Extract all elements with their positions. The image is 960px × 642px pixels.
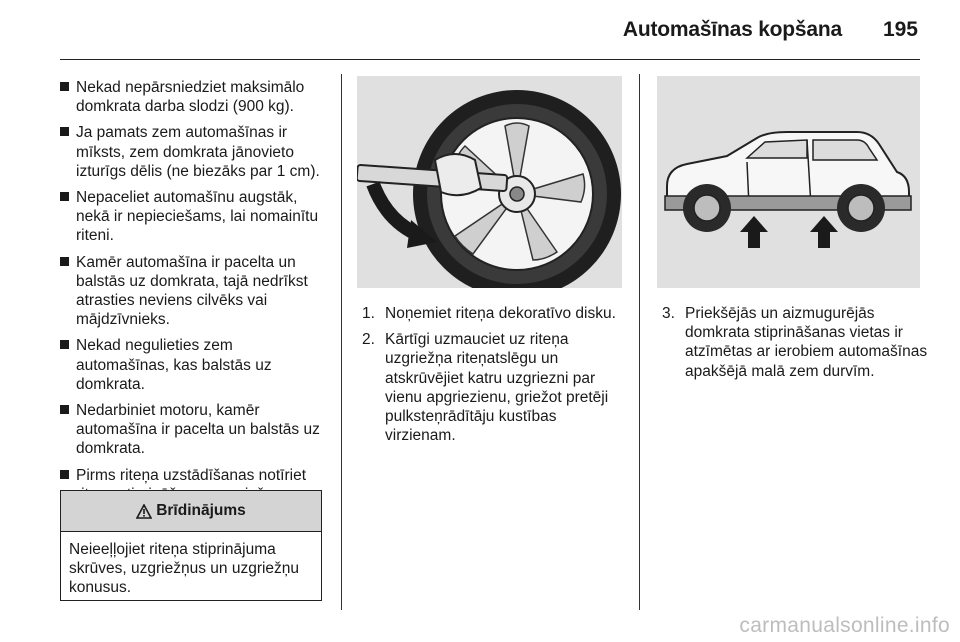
wheel-wrench-illustration [357, 76, 622, 288]
watermark: carmanualsonline.info [739, 614, 950, 637]
bullet-text: Ja pamats zem automašīnas ir mīksts, zem domkrata jānovieto izturīgs dēlis (ne biezāks par 1 cm). [76, 124, 320, 180]
step-number: 1. [362, 305, 375, 322]
warning-text: Neieeļļojiet riteņa stiprinājuma skrūves, uzgriežņus un uzgriežņu konusus. [69, 541, 300, 596]
square-bullet-icon [60, 470, 69, 479]
column-divider [639, 74, 640, 610]
step-text: Kārtīgi uzmauciet uz riteņa uzgriežņa riteņatslēgu un atskrūvējiet katru uzgriezni par vienu apgriezienu, griežot pretēji pulksteņrādītāju kustības virzienam. [385, 331, 609, 445]
list-item [662, 304, 930, 381]
list-item [362, 330, 630, 445]
list-item [60, 336, 330, 394]
square-bullet-icon [60, 340, 69, 349]
instruction-steps [362, 304, 630, 452]
list-item [60, 123, 330, 181]
list-item [60, 401, 330, 459]
warning-triangle-icon [136, 504, 152, 519]
bullet-text: Kamēr automašīna ir pacelta un balstās uz domkrata, tajā nedrīkst atrasties neviens cilvēks vai mājdzīvnieks. [76, 253, 308, 329]
step-number: 2. [362, 331, 375, 349]
warning-box [60, 490, 322, 601]
wheel-wrench-drawing [357, 76, 622, 288]
square-bullet-icon [60, 82, 69, 91]
list-item [362, 304, 630, 323]
bullet-text: Pirms riteņa uzstādīšanas notīriet [76, 466, 307, 484]
car-jack-points-drawing [657, 76, 920, 288]
instruction-steps [662, 304, 930, 388]
car-jack-points-illustration [657, 76, 920, 288]
page-title: Automašīnas kopšana [622, 18, 842, 41]
bullet-text: Nepaceliet automašīnu augstāk, nekā ir nepieciešams, lai nomainītu riteni. [76, 189, 319, 245]
warning-title: Brīdinājums [156, 502, 246, 519]
step-text: Priekšējās un aizmugurējās domkrata stiprināšanas vietas ir atzīmētas ar ierobiem automašīnas apakšējā malā zem durvīm. [685, 305, 928, 380]
column-divider [341, 74, 342, 610]
warning-header [61, 491, 321, 532]
square-bullet-icon [60, 192, 69, 201]
bullet-text: Nekad negulieties zem automašīnas, kas balstās uz domkrata. [76, 337, 272, 393]
square-bullet-icon [60, 257, 69, 266]
bullet-text: Nedarbiniet motoru, kamēr automašīna ir pacelta un balstās uz domkrata. [76, 402, 320, 458]
square-bullet-icon [60, 127, 69, 136]
page-number: 195 [882, 18, 918, 41]
list-item [60, 188, 330, 246]
bullet-text: Nekad nepārsniedziet maksimālo domkrata darba slodzi (900 kg). [76, 79, 305, 116]
bullet-list [60, 78, 330, 530]
square-bullet-icon [60, 405, 69, 414]
step-text: Noņemiet riteņa dekoratīvo disku. [385, 305, 616, 322]
list-item [60, 78, 330, 116]
list-item [60, 253, 330, 330]
step-number: 3. [662, 305, 675, 322]
header-divider [60, 59, 920, 60]
